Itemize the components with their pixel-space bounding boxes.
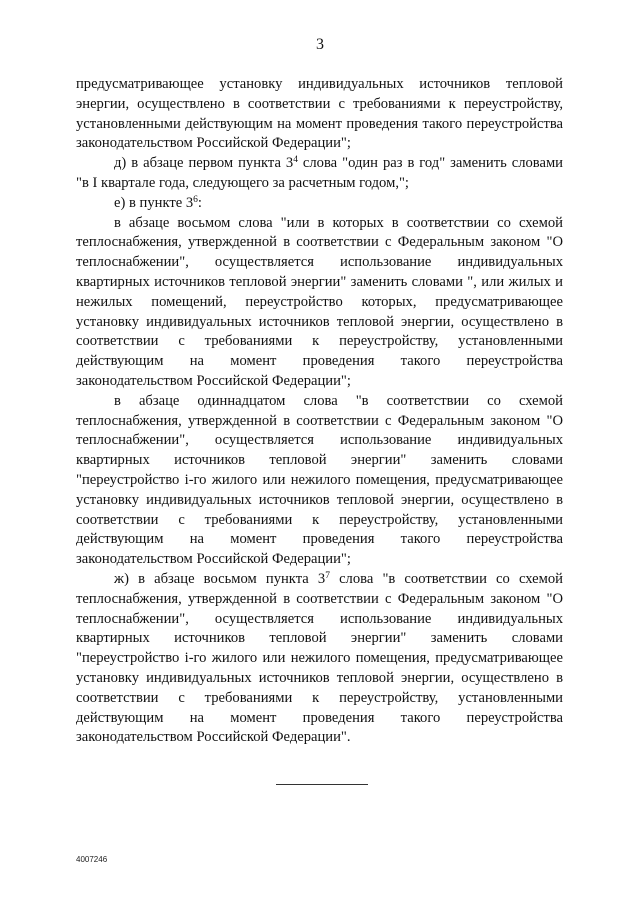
- paragraph-item-zh: ж) в абзаце восьмом пункта $3^7$ слова "в соответствии со схемой теплоснабжения, утвержденной в соответствии с Федеральным законом "О теплоснабжении", осуществляется использование индивидуальных квартирных источников тепловой энергии" заменить словами "переустройство i-го жилого или нежилого помещения, предусматривающее установку индивидуальных источников тепловой энергии, осуществлено в соответствии с требованиями к переустройству, установленными действующим на момент проведения такого переустройства законодательством Российской Федерации".: [76, 570, 563, 746]
- paragraph-item-d: д) в абзаце первом пункта $3^4$ слова "один раз в год" заменить словами "в I квартале года, следующего за расчетным годом,";: [76, 155, 563, 191]
- paragraph-item-e: е) в пункте $3^6$:: [114, 194, 202, 211]
- document-body: [76, 75, 563, 748]
- paragraph-abzac-11: в абзаце одиннадцатом слова "в соответствии со схемой теплоснабжения, утвержденной в соответствии с Федеральным законом "О теплоснабжении", осуществляется использование индивидуальных квартирных источников тепловой энергии" заменить словами "переустройство i-го жилого или нежилого помещения, предусматривающее установку индивидуальных источников тепловой энергии, осуществлено в соответствии с требованиями к переустройству, установленными действующим на момент проведения такого переустройства законодательством Российской Федерации";: [76, 392, 563, 568]
- paragraph-1: предусматривающее установку индивидуальных источников тепловой энергии, осуществлено в соответствии с требованиями к переустройству, установленными действующим на момент проведения такого переустройства законодательством Российской Федерации";: [76, 76, 563, 152]
- end-divider: [276, 784, 368, 785]
- paragraph-abzac-8: в абзаце восьмом слова "или в которых в соответствии со схемой теплоснабжения, утвержденной в соответствии с Федеральным законом "О теплоснабжении", осуществляется использование индивидуальных квартирных источников тепловой энергии" заменить словами ", или жилых и нежилых помещений, переустройство которых, предусматривающее установку индивидуальных источников тепловой энергии, осуществлено в соответствии с требованиями к переустройству, установленными действующим на момент проведения такого переустройства законодательством Российской Федерации";: [76, 214, 563, 389]
- page-number: 3: [316, 36, 324, 53]
- document-code: 4007246: [76, 855, 108, 864]
